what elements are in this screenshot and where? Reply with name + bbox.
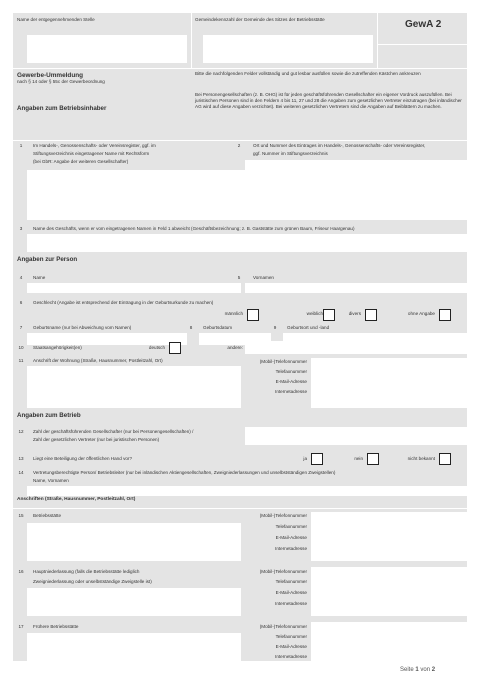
section-business: Angaben zum Betrieb (17, 412, 81, 419)
field-4-label: Name (33, 275, 46, 280)
divider (378, 44, 467, 45)
field-12-label: Zahl der geschäftsführenden Gesellschafter (nur bei Personengesellschaften) / (33, 429, 194, 434)
field-number: 11 (18, 358, 24, 363)
headquarters-contact-input[interactable] (311, 567, 467, 616)
headquarters-address-input[interactable] (27, 588, 241, 616)
authority-label: Name der entgegennehmenden Stelle (17, 17, 95, 22)
form-page (13, 13, 467, 661)
field-number: 14 (18, 470, 24, 475)
page-indicator (400, 667, 435, 673)
email-label: E-Mail-Adresse (275, 644, 307, 649)
gender-diverse-checkbox[interactable] (365, 309, 377, 321)
fax-label: Telefaxnummer (275, 524, 307, 529)
premises-contact-input[interactable] (311, 512, 467, 561)
field-14-label: Vertretungsberechtigte Person/ Betriebsleiter (nur bei inländischen Aktiengesellschaften, Zweigniederlassungen und unselbstständigen Zweigstellen) (33, 470, 336, 475)
divider (377, 13, 378, 68)
nationality-other-input[interactable] (245, 341, 467, 354)
field-2-label: ggf. Nummer im Stiftungsverzeichnis (253, 151, 328, 156)
field-number: 17 (18, 624, 24, 629)
field-number: 12 (18, 429, 24, 434)
field-11-label: Anschrift der Wohnung (Straße, Hausnummer, Postleitzahl, Ort) (33, 358, 163, 363)
public-yes-checkbox[interactable] (311, 453, 323, 465)
section-owner: Angaben zum Betriebsinhaber (17, 105, 107, 112)
field-number: 3 (19, 226, 23, 231)
former-premises-address-input[interactable] (27, 633, 241, 661)
authority-field[interactable] (27, 35, 187, 63)
field-16-label: Hauptniederlassung (falls die Betriebsstätte lediglich (33, 569, 140, 574)
field-8-label: Geburtsdatum (203, 325, 233, 330)
field-number: 1 (19, 143, 23, 148)
divider (191, 13, 192, 68)
home-address-input[interactable] (27, 366, 241, 408)
nationality-other-label: andere: (227, 345, 243, 350)
field-number: 4 (19, 275, 23, 280)
field-14-label: Name, Vornamen (33, 478, 69, 483)
field-1-label: Stiftungsverzeichnis eingetragener Name mit Rechtsform (33, 151, 150, 156)
gender-none-checkbox[interactable] (439, 309, 451, 321)
municipality-label: Gemeindekennzahl der Gemeinde des Sitzes der Betriebsstätte (195, 17, 325, 22)
gender-diverse-label: divers (348, 311, 361, 316)
email-label: E-Mail-Adresse (275, 379, 307, 384)
page-total: 2 (431, 667, 436, 673)
field-13-label: Liegt eine Beteiligung der öffentlichen Hand vor? (33, 456, 133, 461)
municipality-field[interactable] (203, 35, 373, 63)
phone-label: (Mobil-)Telefonnummer (259, 359, 307, 364)
phone-label: (Mobil-)Telefonnummer (259, 624, 307, 629)
field-2-input[interactable] (245, 160, 467, 170)
field-10-label: Staatsangehörigkeit(en) (33, 345, 82, 350)
website-label: Internetadresse (275, 389, 307, 394)
gender-male-checkbox[interactable] (247, 309, 259, 321)
field-5-label: Vornamen (253, 275, 274, 280)
public-no-label: nein (354, 456, 363, 461)
field-3-input[interactable] (27, 234, 467, 252)
birth-name-input[interactable] (27, 333, 187, 345)
fax-label: Telefaxnummer (275, 579, 307, 584)
section-person: Angaben zur Person (17, 256, 78, 263)
name-input[interactable] (27, 283, 241, 293)
field-number: 7 (19, 325, 23, 330)
divider (13, 140, 467, 141)
note-text: Bei Personengesellschaften (z. B. OHG) ist für jeden geschäftsführenden Gesellschafter ein eigener Vordruck auszufüllen. Bei juristischen Personen sind in den Feldern 4 bis 11, 27 und 28 die Angaben zum gesetzlichen Vertreter einzutragen (bei inländischer AG wird auf diese Angaben verzichtet). Bei weiteren gesetzlichen Vertretern sind die Angaben auf Beiblättern zu machen. (195, 92, 462, 109)
page-of: von (420, 667, 431, 673)
field-number: 10 (18, 345, 24, 350)
manager-name-input[interactable] (27, 486, 467, 496)
field-7-label: Geburtsname (nur bei Abweichung vom Namen) (33, 325, 132, 330)
form-code: GewA 2 (405, 19, 442, 30)
field-number: 16 (18, 569, 24, 574)
public-unknown-checkbox[interactable] (439, 453, 451, 465)
field-12-label: Zahl der gesetzlichen Vertreter (nur bei juristischen Personen) (33, 437, 160, 442)
public-unknown-label: nicht bekannt (407, 456, 435, 461)
instruction-text: Bitte die nachfolgenden Felder vollständig und gut lesbar ausfüllen sowie die zutreffenden Kästchen ankreuzen (195, 71, 421, 76)
field-number: 5 (237, 275, 241, 280)
field-number: 6 (19, 300, 23, 305)
field-number: 2 (237, 143, 241, 148)
field-3-label: Name des Geschäfts, wenn er vom eingetragenen Namen in Feld 1 abweicht (Geschäftsbezeichnung; z. B. Gaststätte zum grünen Baum, Friseur Haargenau) (33, 226, 355, 231)
divider (13, 508, 467, 509)
nationality-german-checkbox[interactable] (169, 342, 181, 354)
email-label: E-Mail-Adresse (275, 535, 307, 540)
premises-address-input[interactable] (27, 523, 241, 561)
field-2-label: Ort und Nummer des Eintrages im Handels-, Genossenschafts- oder Vereinsregister, (253, 143, 426, 148)
gender-female-label: weiblich (306, 311, 323, 316)
field-number: 13 (18, 456, 24, 461)
field-16-label: Zweigniederlassung oder unselbstständige Zweigstelle ist) (33, 579, 152, 584)
phone-label: (Mobil-)Telefonnummer (259, 513, 307, 518)
field-number: 15 (18, 513, 24, 518)
representatives-count-input[interactable] (245, 427, 467, 445)
email-label: E-Mail-Adresse (275, 590, 307, 595)
website-label: Internetadresse (275, 654, 307, 659)
fax-label: Telefaxnummer (275, 634, 307, 639)
field-number: 9 (273, 325, 277, 330)
page-current: 1 (415, 667, 419, 673)
field-6-label: Geschlecht (Angabe ist entsprechend der Eintragung in der Geburtsurkunde zu machen) (33, 300, 214, 305)
field-1-label: (bei GbR: Angabe der weiteren Gesellschafter) (33, 159, 129, 164)
section-addresses: Anschriften (Straße, Hausnummer, Postleitzahl, Ort) (17, 497, 136, 502)
page-prefix: Seite (400, 667, 414, 673)
fax-label: Telefaxnummer (275, 369, 307, 374)
divider (13, 68, 467, 69)
field-1-input[interactable] (27, 170, 467, 220)
phone-label: (Mobil-)Telefonnummer (259, 569, 307, 574)
public-no-checkbox[interactable] (367, 453, 379, 465)
field-9-label: Geburtsort und -land (287, 325, 330, 330)
website-label: Internetadresse (275, 546, 307, 551)
former-premises-contact-input[interactable] (311, 622, 467, 661)
home-contact-input[interactable] (311, 358, 467, 408)
field-17-label: Frühere Betriebsstätte (33, 624, 79, 629)
form-subtitle: nach § 14 oder § 55c der Gewerbeordnung (17, 79, 105, 84)
website-label: Internetadresse (275, 601, 307, 606)
first-name-input[interactable] (245, 283, 467, 293)
field-1-label: Im Handels-, Genossenschafts- oder Vereinsregister, ggf. im (33, 143, 156, 148)
gender-male-label: männlich (224, 311, 243, 316)
public-yes-label: ja (303, 456, 307, 461)
gender-none-label: ohne Angabe (407, 311, 435, 316)
field-number: 8 (189, 325, 193, 330)
nationality-german-label: deutsch (148, 345, 165, 350)
form-title: Gewerbe-Ummeldung (17, 72, 84, 79)
field-15-label: Betriebsstätte (33, 513, 62, 518)
